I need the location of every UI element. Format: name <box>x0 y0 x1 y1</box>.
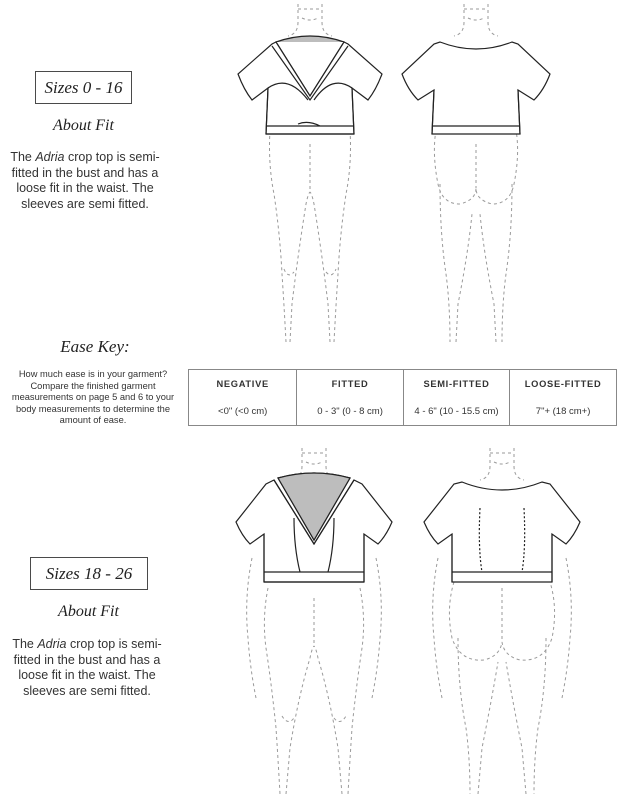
back-top-large <box>424 482 580 582</box>
ease-value-loose-fitted: 7"+ (18 cm+) <box>510 397 616 425</box>
fit-description-small: The Adria crop top is semi-fitted in the bust and has a loose fit in the waist. The sleeves are semi fitted. <box>10 150 160 211</box>
ease-value-fitted: 0 - 3" (0 - 8 cm) <box>297 397 403 425</box>
fit-description-large: The Adria crop top is semi-fitted in the bust and has a loose fit in the waist. The sleeves are semi fitted. <box>12 637 162 698</box>
ease-header-fitted: FITTED <box>297 370 403 397</box>
front-top-large <box>236 473 392 582</box>
ease-key-description: How much ease is in your garment? Compare the finished garment measurements on page 5 and 6 to your body measurements to determine the amount of ease. <box>11 369 175 425</box>
ease-key-table <box>188 369 617 426</box>
ease-value-semi-fitted: 4 - 6" (10 - 15.5 cm) <box>403 397 509 425</box>
ease-header-loose-fitted: LOOSE-FITTED <box>510 370 616 397</box>
ease-header-semi-fitted: SEMI-FITTED <box>403 370 509 397</box>
garment-illustration-large <box>232 448 592 796</box>
about-fit-title-large: About Fit <box>58 603 119 620</box>
size-label-small: Sizes 0 - 16 <box>35 71 132 104</box>
ease-header-negative: NEGATIVE <box>216 378 269 389</box>
size-label-large: Sizes 18 - 26 <box>30 557 148 590</box>
back-top-small <box>402 42 550 134</box>
ease-value-negative: <0" (<0 cm) <box>218 405 268 417</box>
about-fit-title-small: About Fit <box>53 117 114 134</box>
front-top-small <box>238 36 382 134</box>
garment-illustration-small <box>228 4 558 344</box>
ease-key-title: Ease Key: <box>60 337 130 356</box>
